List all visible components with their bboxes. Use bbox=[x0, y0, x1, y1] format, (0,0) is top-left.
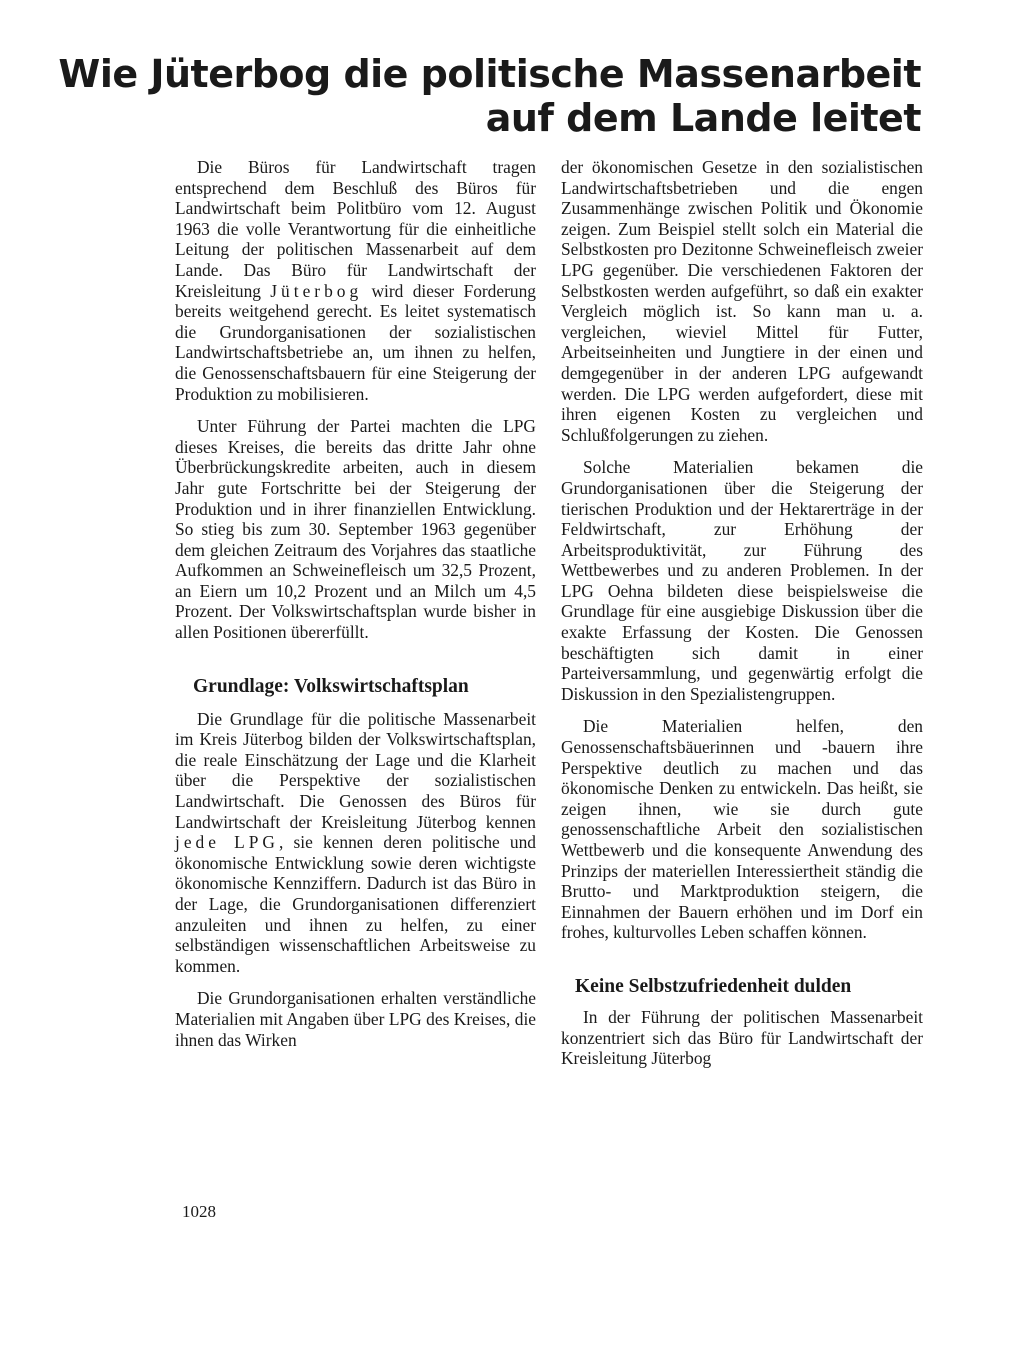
article-title bbox=[58, 52, 921, 140]
paragraph: der ökonomischen Gesetze in den sozialistischen Landwirtschaftsbetrieben und die engen Zusammenhänge zwischen Politik und Ökonomie zeigen. Zum Beispiel stellt solch ein Material die Selbstkosten pro Dezitonne Schweinefleisch zweier LPG gegenüber. Die verschiedenen Faktoren der Selbstkosten werden aufgeführt, so daß ein exakter Vergleich möglich ist. So kann man u. a. vergleichen, wieviel Mittel für Futter, Arbeitseinheiten und Jungtiere in der einen und demgegenüber in der anderen LPG aufgewandt werden. Die LPG werden aufgefordert, diese mit ihren eigenen Kosten zu vergleichen und Schlußfolgerungen zu ziehen. bbox=[561, 157, 923, 445]
spaced-text: jede LPG bbox=[175, 832, 279, 853]
section-heading: Grundlage: Volkswirtschaftsplan bbox=[193, 675, 469, 697]
spaced-text: Jüterbog bbox=[270, 280, 363, 301]
paragraph: Solche Materialien bekamen die Grundorganisationen über die Steigerung der tierischen Produktion und der Hektarerträge in der Feldwirtschaft, zur Erhöhung der Arbeitsproduktivität, zur Führung des Wettbewerbes und zu anderen Problemen. In der LPG Oehna bildeten diese beispielsweise die Grundlage für eine ausgiebige Diskussion über die exakte Erfassung der Kosten. Die Genossen beschäftigten sich damit in einer Parteiversammlung, und gegenwärtig erfolgt die Diskussion in den Spezialistengruppen. bbox=[561, 457, 923, 704]
paragraph: Die Grundorganisationen erhalten verständliche Materialien mit Angaben über LPG des Kreises, die ihnen das Wirken bbox=[175, 988, 536, 1050]
paragraph: Die Grundlage für die politische Massenarbeit im Kreis Jüterbog bilden der Volkswirtschaftsplan, die reale Einschätzung der Lage und die Klarheit über die Perspektive der sozialistischen Landwirtschaft. Die Genossen des Büros für Landwirtschaft der Kreisleitung Jüterbog kennen jede LPG, sie kennen deren politische und ökonomische Entwicklung sowie deren wichtigste ökonomische Kennziffern. Dadurch ist das Büro in der Lage, die Grundorganisationen differenziert anzuleiten und ihnen zu helfen, zu einer selbständigen wissenschaftlichen Arbeitsweise zu kommen. bbox=[175, 708, 536, 976]
paragraph: Die Materialien helfen, den Genossenschaftsbäuerinnen und -bauern ihre Perspektive deutlich zu machen und das ökonomische Denken zu entwickeln. Das heißt, sie zeigen ihnen, wie sie durch gute genossenschaftliche Arbeit den sozialistischen Wettbewerb und die konsequente Anwendung des Prinzips der materiellen Interessiertheit ständig die Brutto- und Marktproduktion steigern, die Einnahmen der Bauern erhöhen und im Dorf ein frohes, kulturvolles Leben schaffen können. bbox=[561, 716, 923, 943]
paragraph: In der Führung der politischen Massenarbeit konzentriert sich das Büro für Landwirtschaft der Kreisleitung Jüterbog bbox=[561, 1006, 923, 1069]
paragraph: Die Büros für Landwirtschaft tragen entsprechend dem Beschluß des Büros für Landwirtschaft beim Politbüro vom 12. August 1963 die volle Verantwortung für die einheitliche Leitung der politischen Massenarbeit auf dem Lande. Das Büro für Landwirtschaft der Kreisleitung Jüterbog wird dieser Forderung bereits weitgehend gerecht. Es leitet systematisch die Grundorganisationen der sozialistischen Landwirtschaftsbetriebe an, um ihnen zu helfen, die Genossenschaftsbauern für eine Steigerung der Produktion zu mobilisieren. bbox=[175, 157, 536, 404]
left-column bbox=[175, 157, 536, 1050]
page-number: 1028 bbox=[182, 1202, 216, 1221]
section-heading: Keine Selbstzufriedenheit dulden bbox=[575, 975, 852, 997]
right-column bbox=[561, 157, 923, 1069]
title-line-2: auf dem Lande leitet bbox=[485, 96, 921, 140]
paragraph: Unter Führung der Partei machten die LPG dieses Kreises, die bereits das dritte Jahr ohne Überbrückungskredite arbeiten, auch in diesem Jahr gute Fortschritte bei der Steigerung der Produktion und in ihrer finanziellen Entwicklung. So stieg bis zum 30. September 1963 gegenüber dem gleichen Zeitraum des Vorjahres das staatliche Aufkommen an Schweinefleisch um 32,5 Prozent, an Eiern um 10,2 Prozent und an Milch um 4,5 Prozent. Der Volkswirtschaftsplan wurde bisher in allen Positionen übererfüllt. bbox=[175, 416, 536, 643]
title-line-1: Wie Jüterbog die politische Massenarbeit bbox=[58, 52, 921, 96]
